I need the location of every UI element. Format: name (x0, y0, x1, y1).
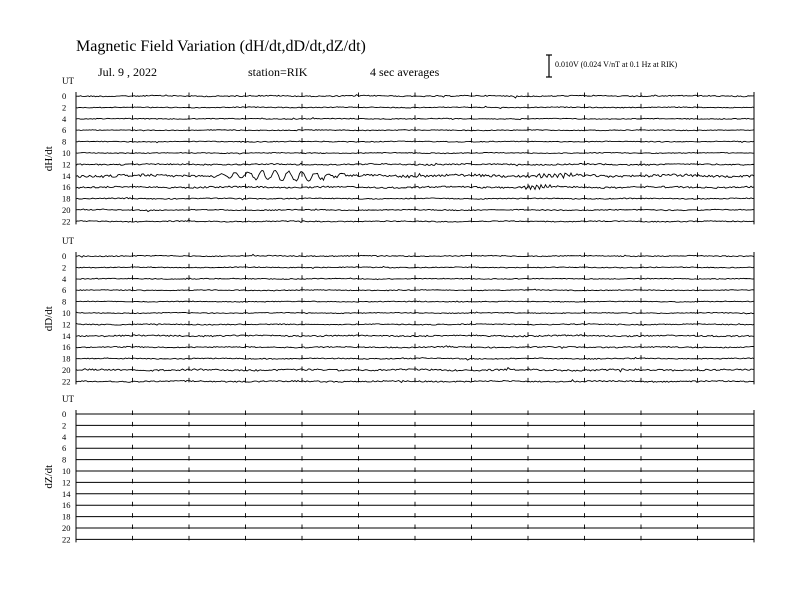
ut-axis-title: UT (62, 394, 74, 404)
hour-tick-label: 12 (62, 319, 71, 330)
trace-line (76, 301, 754, 302)
averaging-label: 4 sec averages (370, 65, 440, 79)
hour-tick-label: 14 (62, 330, 71, 341)
scale-bar (546, 55, 552, 77)
hour-tick-label: 0 (62, 409, 67, 419)
hour-tick-label: 6 (62, 125, 67, 136)
panel-ylabel: dH/dt (43, 146, 55, 172)
panel-ylabel: dD/dt (43, 306, 55, 332)
hour-tick-label: 16 (62, 182, 71, 193)
hour-tick-label: 10 (62, 308, 71, 318)
hour-tick-label: 16 (62, 342, 71, 353)
hour-tick-label: 14 (62, 170, 71, 181)
hour-tick-label: 18 (62, 193, 71, 204)
hour-tick-label: 8 (62, 136, 67, 147)
hour-tick-label: 0 (62, 91, 67, 101)
hour-tick-label: 6 (62, 285, 67, 296)
hour-tick-label: 4 (62, 273, 67, 284)
hour-tick-label: 10 (62, 148, 71, 158)
hour-tick-label: 20 (62, 205, 71, 215)
hour-tick-label: 10 (62, 466, 71, 476)
hour-tick-label: 22 (62, 376, 71, 387)
hour-tick-label: 16 (62, 500, 71, 511)
hour-tick-label: 2 (62, 102, 67, 113)
station-label: station=RIK (248, 65, 308, 79)
ut-axis-title: UT (62, 76, 74, 86)
date-label: Jul. 9 , 2022 (98, 65, 158, 79)
hour-tick-label: 18 (62, 511, 71, 522)
panel-dD-dt (43, 236, 754, 386)
hour-tick-label: 4 (62, 113, 67, 124)
hour-tick-label: 0 (62, 251, 67, 261)
hour-tick-label: 4 (62, 431, 67, 442)
hour-tick-label: 14 (62, 488, 71, 499)
hour-tick-label: 22 (62, 534, 71, 545)
hour-tick-label: 2 (62, 262, 67, 273)
hour-tick-label: 18 (62, 353, 71, 364)
scale-label: 0.010V (0.024 V/nT at 0.1 Hz at RIK) (555, 60, 678, 69)
hour-tick-label: 2 (62, 420, 67, 431)
hour-tick-label: 12 (62, 477, 71, 488)
hour-tick-label: 6 (62, 443, 67, 454)
hour-tick-label: 12 (62, 159, 71, 170)
hour-tick-label: 22 (62, 216, 71, 227)
hour-tick-label: 8 (62, 454, 67, 465)
hour-tick-label: 20 (62, 523, 71, 533)
panel-dZ-dt (43, 394, 754, 544)
hour-tick-label: 20 (62, 365, 71, 375)
hour-tick-label: 8 (62, 296, 67, 307)
chart-title: Magnetic Field Variation (dH/dt,dD/dt,dZ/dt) (76, 38, 366, 55)
panel-dH-dt (43, 76, 754, 226)
ut-axis-title: UT (62, 236, 74, 246)
panel-ylabel: dZ/dt (43, 464, 55, 489)
